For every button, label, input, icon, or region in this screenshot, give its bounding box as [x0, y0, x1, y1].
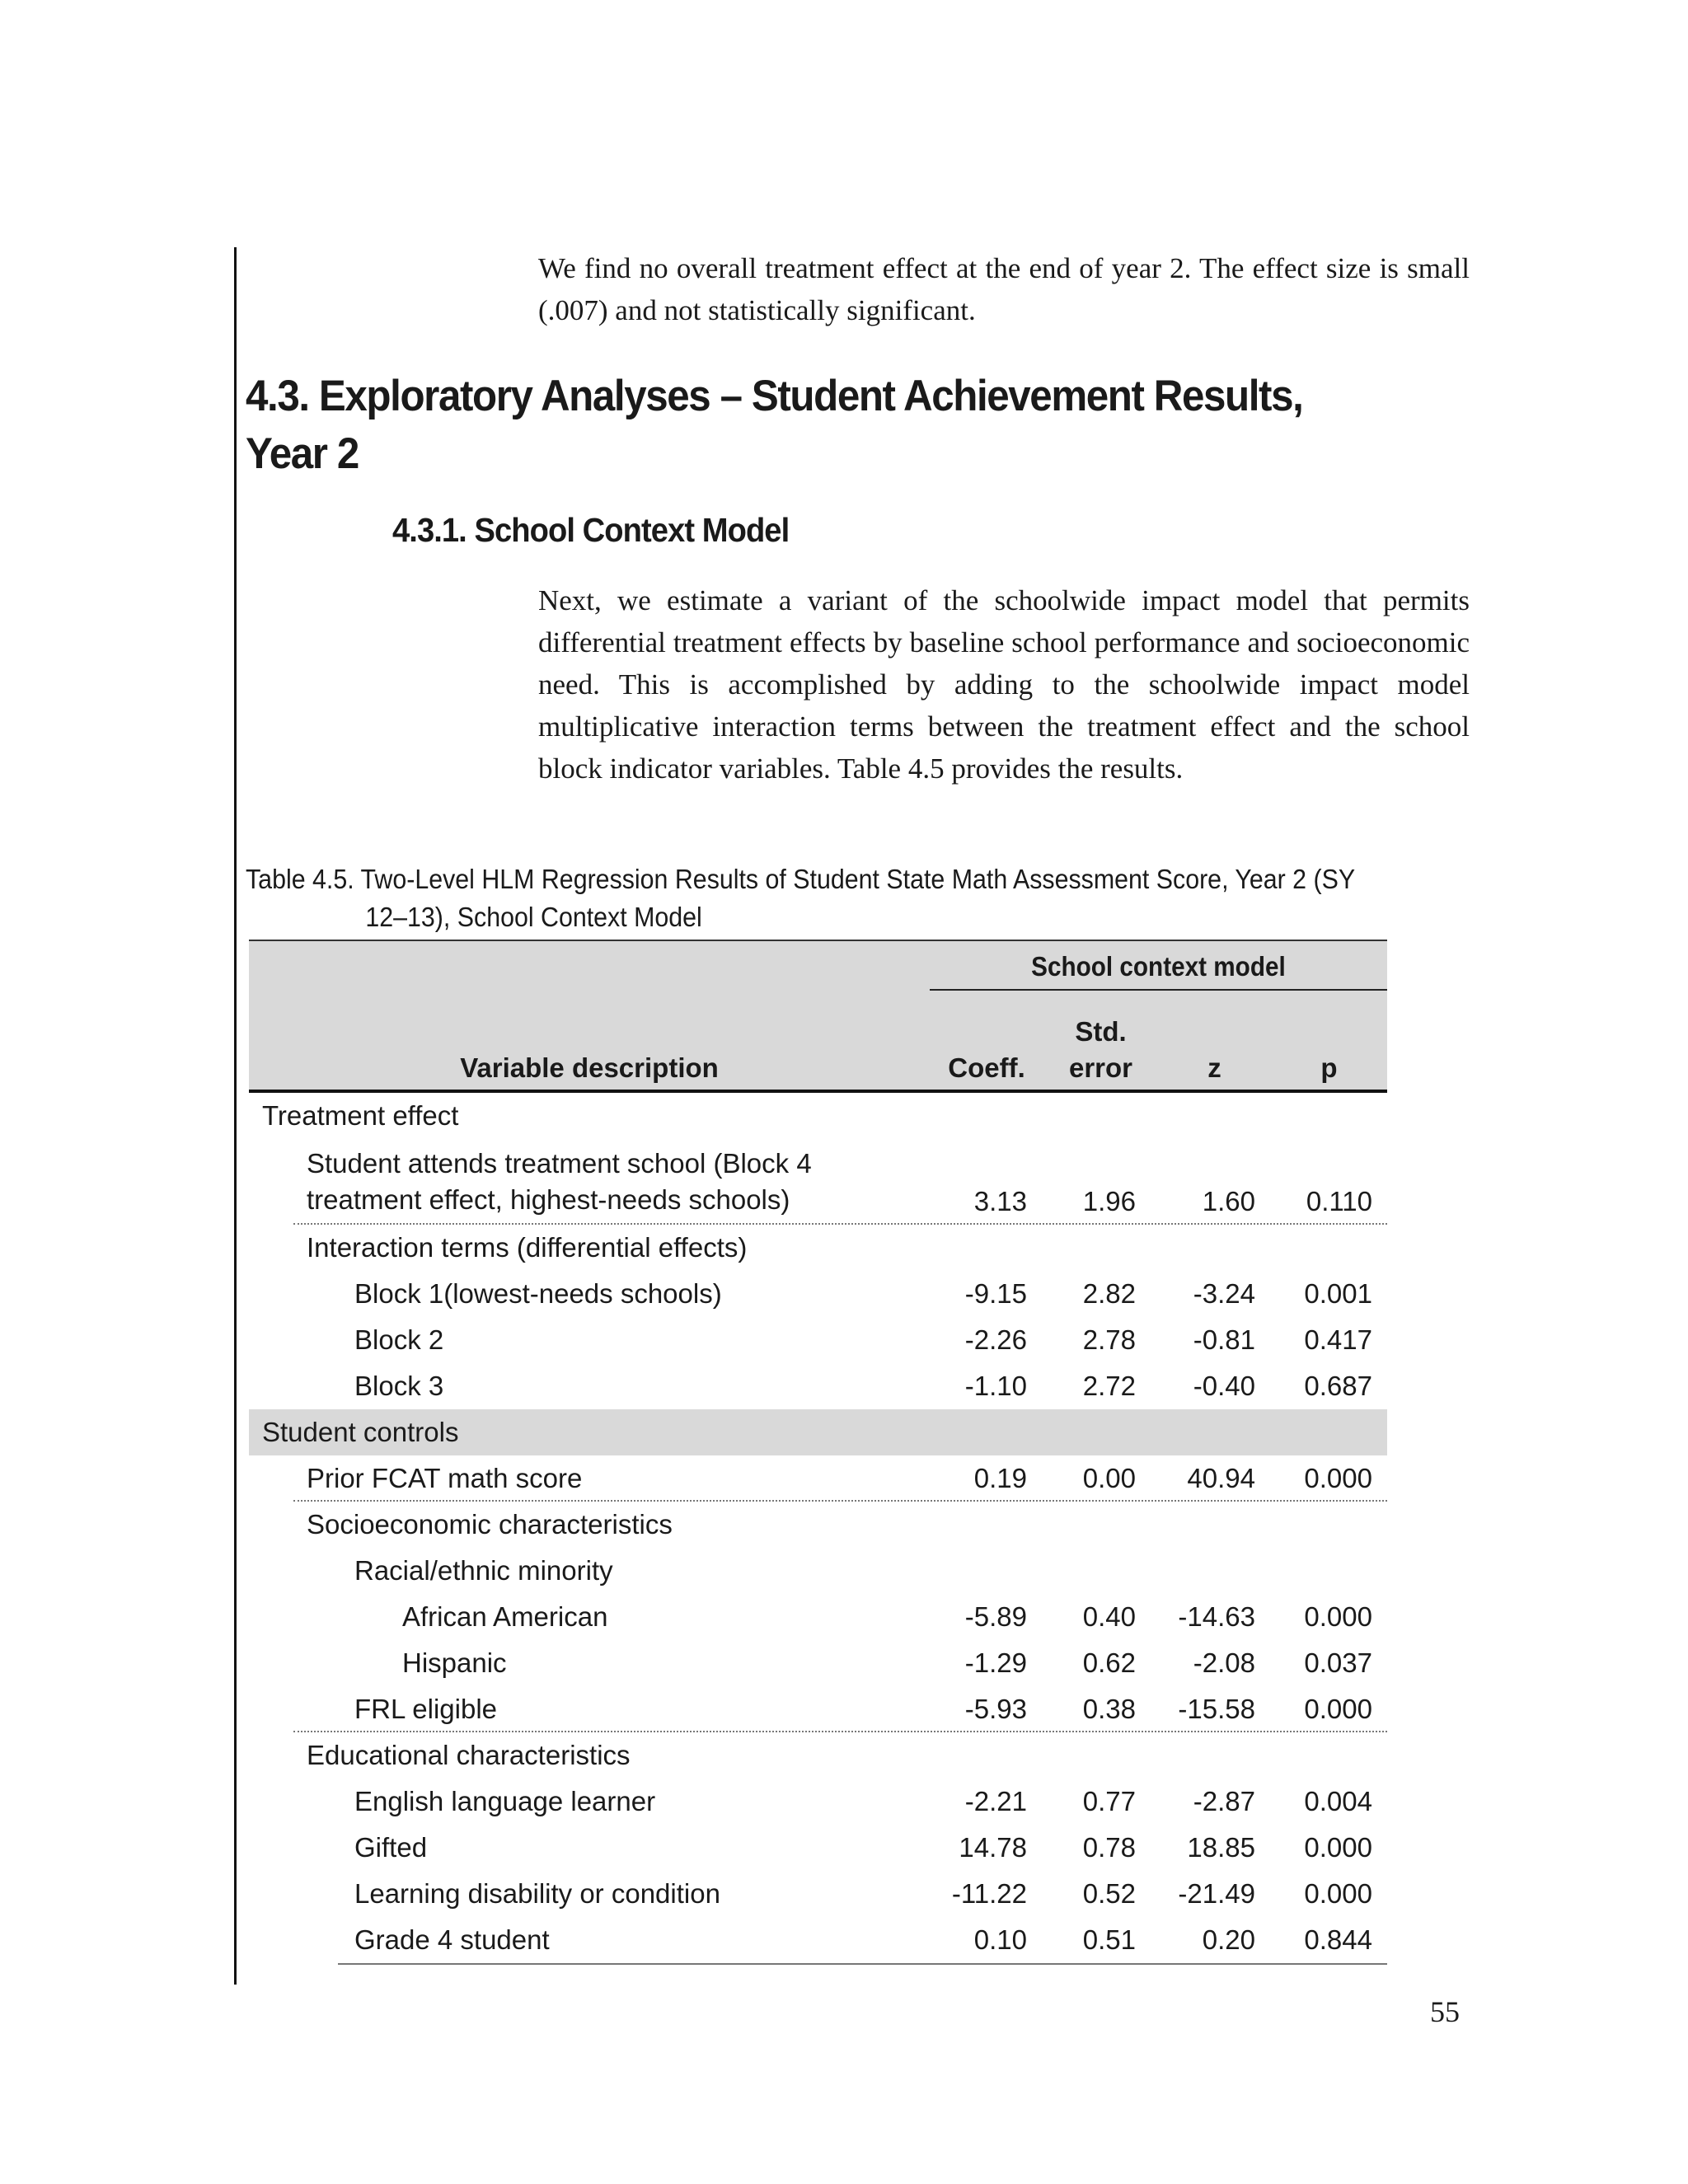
p-cell: 0.000 [1304, 1832, 1372, 1863]
regression-table [249, 940, 1387, 1963]
row-label: Treatment effect [262, 1100, 459, 1131]
row-label: Student controls [262, 1417, 459, 1447]
z-cell: 1.60 [1202, 1186, 1255, 1216]
table-row [249, 1594, 1387, 1640]
std-error-cell: 0.77 [1082, 1786, 1136, 1816]
coeff-cell: 0.10 [973, 1924, 1027, 1955]
table-row [249, 1409, 1387, 1455]
z-cell: -3.24 [1193, 1278, 1255, 1309]
table-row [249, 1640, 1387, 1686]
table-row [249, 1317, 1387, 1363]
coeff-cell: 0.19 [973, 1463, 1027, 1493]
table-row [249, 1686, 1387, 1732]
p-cell: 0.000 [1304, 1694, 1372, 1724]
header-z: z [1207, 1052, 1221, 1083]
section-heading [246, 368, 1302, 483]
subsection-heading: 4.3.1. School Context Model [392, 511, 790, 549]
row-label: Block 1(lowest-needs schools) [354, 1278, 722, 1309]
std-error-cell: 2.82 [1082, 1278, 1136, 1309]
p-cell: 0.110 [1306, 1186, 1372, 1216]
table-body [249, 1093, 1387, 1963]
row-label: African American [402, 1601, 608, 1632]
section-heading-line2: Year 2 [246, 429, 359, 478]
coeff-cell: -5.89 [964, 1601, 1027, 1632]
row-label: Hispanic [402, 1647, 507, 1678]
coeff-cell: -9.15 [964, 1278, 1027, 1309]
table-header [249, 940, 1387, 1093]
header-coeff: Coeff. [948, 1052, 1025, 1083]
z-cell: 18.85 [1187, 1832, 1255, 1863]
std-error-cell: 0.40 [1082, 1601, 1136, 1632]
row-label: Block 2 [354, 1324, 444, 1355]
coeff-cell: 3.13 [973, 1186, 1027, 1216]
std-error-cell: 0.62 [1082, 1647, 1136, 1678]
coeff-cell: 14.78 [959, 1832, 1027, 1863]
p-cell: 0.687 [1304, 1371, 1372, 1401]
table-row [249, 1825, 1387, 1871]
table-row [249, 1455, 1387, 1502]
z-cell: -0.40 [1193, 1371, 1255, 1401]
section-heading-line1: 4.3. Exploratory Analyses – Student Achievement Results, [246, 372, 1303, 420]
margin-change-bar [234, 247, 237, 1985]
table-row [249, 1502, 1387, 1548]
row-label: Block 3 [354, 1371, 444, 1401]
std-error-cell: 2.72 [1082, 1371, 1136, 1401]
std-error-cell: 0.78 [1082, 1832, 1136, 1863]
std-error-cell: 0.51 [1082, 1924, 1136, 1955]
row-label: Educational characteristics [307, 1740, 631, 1770]
coeff-cell: -5.93 [964, 1694, 1027, 1724]
p-cell: 0.844 [1304, 1924, 1372, 1955]
model-header: School context model [930, 951, 1387, 991]
row-label: Learning disability or condition [354, 1878, 720, 1909]
table-row [249, 1871, 1387, 1917]
z-cell: 0.20 [1202, 1924, 1255, 1955]
z-cell: 40.94 [1187, 1463, 1255, 1493]
table-row [249, 1779, 1387, 1825]
row-label: Prior FCAT math score [307, 1463, 583, 1493]
table-row [249, 1732, 1387, 1779]
intro-paragraph: We find no overall treatment effect at the end of year 2. The effect size is small (.007) and not statistically significant. [538, 252, 1470, 326]
p-cell: 0.000 [1304, 1878, 1372, 1909]
z-cell: -14.63 [1178, 1601, 1255, 1632]
row-label: Gifted [354, 1832, 428, 1863]
coeff-cell: -1.29 [964, 1647, 1027, 1678]
table-row [249, 1093, 1387, 1139]
z-cell: -21.49 [1178, 1878, 1255, 1909]
table-row [249, 1917, 1387, 1963]
z-cell: -2.87 [1193, 1786, 1255, 1816]
row-label: FRL eligible [354, 1694, 498, 1724]
std-error-cell: 0.52 [1082, 1878, 1136, 1909]
table-row [249, 1225, 1387, 1271]
p-cell: 0.000 [1304, 1601, 1372, 1632]
p-cell: 0.001 [1304, 1278, 1372, 1309]
std-error-cell: 2.78 [1082, 1324, 1136, 1355]
table-row [249, 1271, 1387, 1317]
coeff-cell: -11.22 [951, 1878, 1027, 1909]
p-cell: 0.417 [1304, 1324, 1372, 1355]
z-cell: -2.08 [1193, 1647, 1255, 1678]
coeff-cell: -1.10 [964, 1371, 1027, 1401]
header-p: p [1320, 1052, 1338, 1083]
std-error-cell: 1.96 [1082, 1186, 1136, 1216]
row-label: Student attends treatment school (Block 4 treatment effect, highest-needs schools) [307, 1148, 812, 1215]
table-caption-line1: Table 4.5. Two-Level HLM Regression Results of Student State Math Assessment Score, Year 2 (SY [246, 864, 1356, 894]
page-number: 55 [1430, 1995, 1460, 2028]
row-label: Socioeconomic characteristics [307, 1509, 673, 1540]
row-label: English language learner [354, 1786, 656, 1816]
table-caption [246, 860, 1383, 936]
body-paragraph: Next, we estimate a variant of the schoolwide impact model that permits differential treatment effects by baseline school performance and socioeconomic need. This is accomplished by adding to the schoolwide impact model multiplicative interaction terms between the treatment effect and the school block indicator variables. Table 4.5 provides the results. [538, 584, 1470, 785]
z-cell: -0.81 [1193, 1324, 1255, 1355]
z-cell: -15.58 [1178, 1694, 1255, 1724]
row-label: Interaction terms (differential effects) [307, 1232, 748, 1263]
header-std-error: Std. error [1068, 1016, 1133, 1083]
coeff-cell: -2.26 [964, 1324, 1027, 1355]
coeff-cell: -2.21 [964, 1786, 1027, 1816]
p-cell: 0.037 [1304, 1647, 1372, 1678]
table-caption-line2: 12–13), School Context Model [365, 902, 702, 932]
row-label: Grade 4 student [354, 1924, 550, 1955]
row-label: Racial/ethnic minority [354, 1555, 613, 1586]
table-row [249, 1548, 1387, 1594]
p-cell: 0.000 [1304, 1463, 1372, 1493]
p-cell: 0.004 [1304, 1786, 1372, 1816]
std-error-cell: 0.00 [1082, 1463, 1136, 1493]
table-row [249, 1139, 1387, 1225]
table-row [249, 1363, 1387, 1409]
std-error-cell: 0.38 [1082, 1694, 1136, 1724]
header-variable-description: Variable description [460, 1052, 719, 1083]
